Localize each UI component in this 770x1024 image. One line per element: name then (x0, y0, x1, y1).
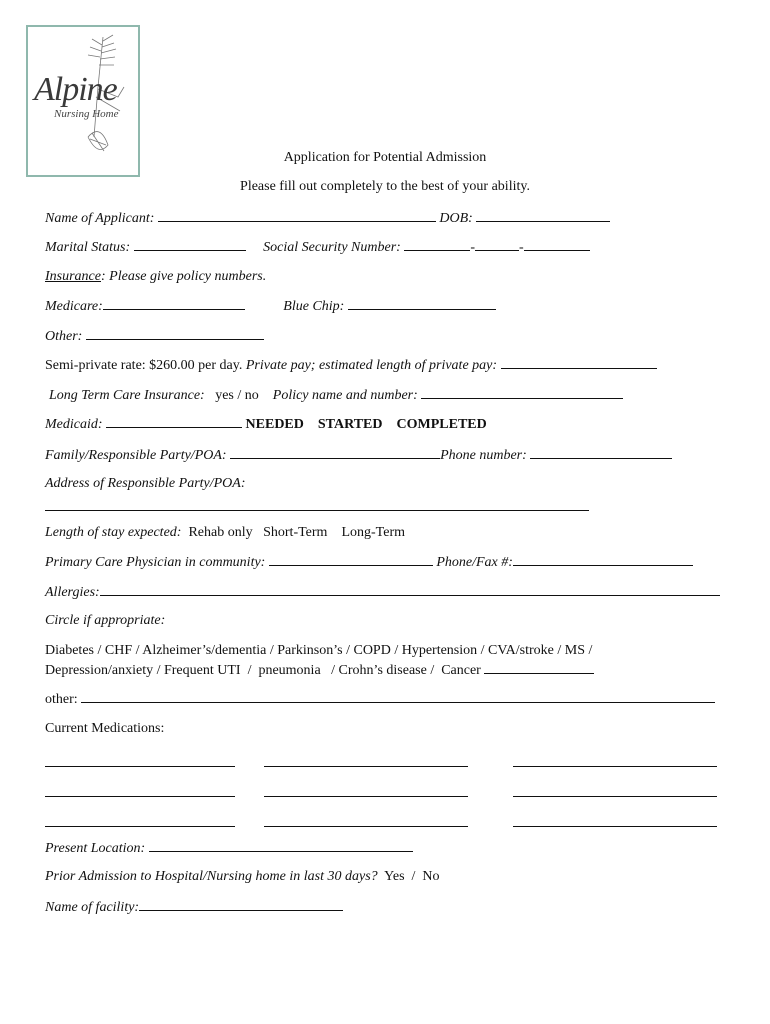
bluechip-label: Blue Chip: (283, 299, 345, 314)
other-insurance-label: Other: (45, 329, 83, 344)
length-row (45, 524, 405, 541)
long-term-option[interactable]: Long-Term (341, 525, 406, 540)
medicaid-label: Medicaid: (45, 417, 103, 432)
conditions-line-1[interactable]: Diabetes / CHF / Alzheimer’s/dementia / Parkinson’s / COPD / Hypertension / CVA/stroke / MS / (45, 643, 593, 658)
other-field[interactable] (81, 690, 715, 703)
phone-field[interactable] (530, 446, 672, 459)
phonefax-label: Phone/Fax #: (436, 555, 513, 570)
allergies-label: Allergies: (45, 585, 100, 600)
other-label: other: (45, 692, 78, 707)
dob-field[interactable] (476, 209, 610, 222)
insurance-row (45, 268, 266, 285)
logo-subtitle: Nursing Home (54, 108, 119, 120)
ssn-dash: - (518, 240, 524, 255)
ltc-label: Long Term Care Insurance: (49, 388, 205, 403)
marital-field[interactable] (134, 238, 246, 251)
address-label: Address of Responsible Party/POA: (45, 476, 246, 491)
facility-row (45, 898, 343, 916)
facility-field[interactable] (139, 898, 343, 911)
insurance-instructions: : Please give policy numbers. (101, 269, 267, 284)
medication-field[interactable] (45, 796, 235, 797)
dob-label: DOB: (439, 211, 473, 226)
marital-row (45, 238, 590, 256)
present-location-row (45, 839, 413, 857)
rehab-option[interactable]: Rehab only (188, 525, 253, 540)
page-title: Application for Potential Admission (283, 150, 487, 165)
present-location-label: Present Location: (45, 841, 146, 856)
family-field[interactable] (230, 446, 440, 459)
pcp-label: Primary Care Physician in community: (45, 555, 266, 570)
private-pay-field[interactable] (501, 356, 657, 369)
other-insurance-row (45, 327, 264, 345)
ssn-dash: - (470, 240, 475, 255)
phonefax-field[interactable] (513, 553, 693, 566)
medication-field[interactable] (264, 796, 468, 797)
ltc-row (49, 386, 623, 404)
address-row (45, 475, 246, 492)
medicare-label: Medicare: (45, 299, 103, 314)
ssn-part3-field[interactable] (524, 238, 590, 251)
conditions-other-field[interactable] (484, 661, 594, 674)
length-label: Length of stay expected: (45, 525, 182, 540)
other-row (45, 690, 715, 708)
policy-label: Policy name and number: (272, 388, 418, 403)
bluechip-field[interactable] (348, 297, 496, 310)
rate-row (45, 356, 657, 374)
page-subtitle: Please fill out completely to the best of your ability. (240, 179, 530, 194)
allergies-row (45, 583, 720, 601)
medication-field[interactable] (513, 796, 717, 797)
medication-field[interactable] (264, 826, 468, 827)
completed-option[interactable]: COMPLETED (396, 417, 487, 432)
marital-label: Marital Status: (45, 240, 131, 255)
name-label: Name of Applicant: (45, 211, 155, 226)
private-pay-label: Private pay; estimated length of private pay: (245, 358, 498, 373)
phone-label: Phone number: (440, 448, 527, 463)
ssn-label: Social Security Number: (263, 240, 401, 255)
address-field[interactable] (45, 510, 589, 511)
insurance-heading: Insurance (45, 269, 101, 284)
policy-field[interactable] (421, 386, 623, 399)
started-option[interactable]: STARTED (317, 417, 383, 432)
medicare-row (45, 297, 496, 315)
name-row (45, 209, 610, 227)
ltc-yes-no[interactable]: yes / no (215, 388, 259, 403)
medicaid-field[interactable] (106, 415, 242, 428)
pcp-row (45, 553, 693, 571)
medicare-field[interactable] (103, 297, 245, 310)
family-label: Family/Responsible Party/POA: (45, 448, 227, 463)
prior-admission-row (45, 868, 440, 885)
conditions-line-2 (45, 661, 594, 679)
medication-field[interactable] (45, 826, 235, 827)
present-location-field[interactable] (149, 839, 413, 852)
other-insurance-field[interactable] (86, 327, 264, 340)
circle-instructions: Circle if appropriate: (45, 613, 166, 628)
prior-admission-label: Prior Admission to Hospital/Nursing home in last 30 days? (45, 869, 378, 884)
needed-option[interactable]: NEEDED (245, 417, 304, 432)
name-field[interactable] (158, 209, 436, 222)
semi-private-rate: Semi-private rate: $260.00 per day. (45, 358, 243, 373)
medication-field[interactable] (264, 766, 468, 767)
ssn-part1-field[interactable] (404, 238, 470, 251)
medication-field[interactable] (513, 826, 717, 827)
medications-label: Current Medications: (45, 721, 165, 736)
medicaid-row (45, 415, 487, 433)
pcp-field[interactable] (269, 553, 433, 566)
family-row (45, 446, 672, 464)
conditions-list-2[interactable]: Depression/anxiety / Frequent UTI / pneumonia / Crohn’s disease / Cancer (45, 663, 481, 678)
ssn-part2-field[interactable] (475, 238, 519, 251)
prior-yes-no[interactable]: Yes / No (384, 869, 440, 884)
allergies-field[interactable] (100, 583, 720, 596)
logo-wordmark: Alpine (34, 71, 117, 108)
short-term-option[interactable]: Short-Term (263, 525, 328, 540)
medication-field[interactable] (45, 766, 235, 767)
facility-label: Name of facility: (45, 900, 140, 915)
medication-field[interactable] (513, 766, 717, 767)
